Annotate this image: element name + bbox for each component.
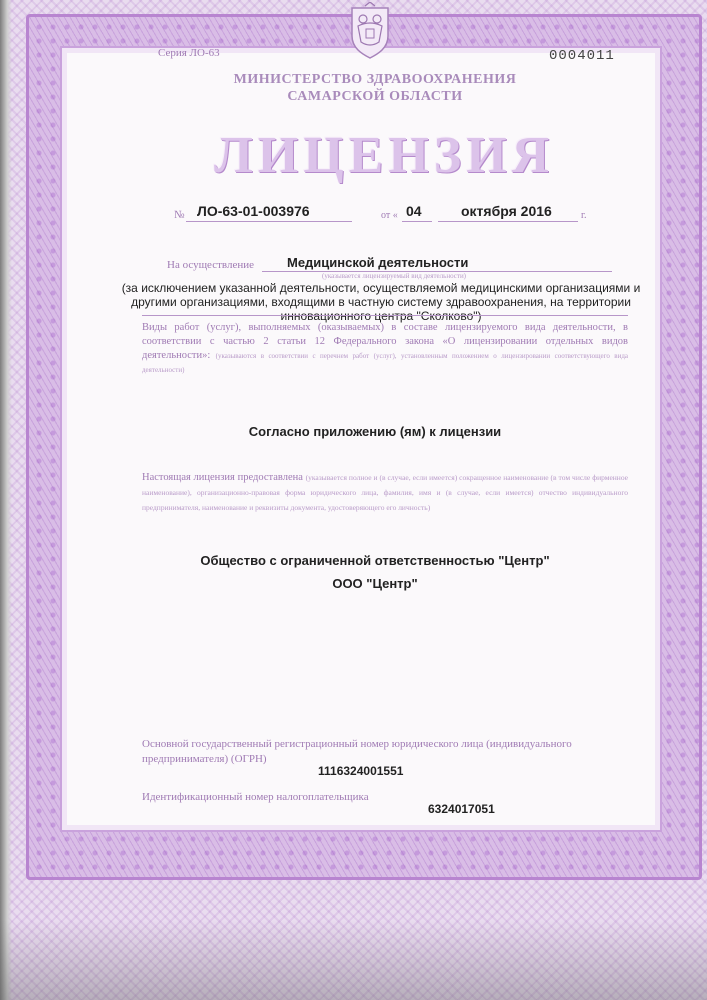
- ministry-line-1: МИНИСТЕРСТВО ЗДРАВООХРАНЕНИЯ: [233, 72, 517, 87]
- scan-shadow: [0, 0, 12, 1000]
- from-label: от «: [381, 210, 398, 221]
- day-underline: [402, 221, 432, 222]
- document-title: ЛИЦЕНЗИЯ: [214, 127, 555, 184]
- ogrn-value: 1116324001551: [318, 764, 404, 778]
- org-full-name: Общество с ограниченной ответственностью "Центр": [200, 553, 550, 568]
- license-day: 04: [406, 203, 422, 219]
- activity-hint: (указывается лицензируемый вид деятельности): [322, 272, 467, 280]
- works-text: Виды работ (услуг), выполняемых (оказываемых) в составе лицензируемого вида деятельности, в соответствии с частью 2 статьи 12 Федерального закона «О лицензировании отдельных видов деятельности»:: [142, 322, 628, 361]
- works-description: [142, 321, 628, 377]
- ogrn-label: Основной государственный регистрационный номер юридического лица (индивидуального предпринимателя) (ОГРН): [142, 738, 572, 765]
- scan-smudge: [0, 920, 707, 1000]
- activity-label: На осуществление: [167, 259, 254, 271]
- ministry-line-2: САМАРСКОЙ ОБЛАСТИ: [287, 89, 463, 104]
- inn-value: 6324017051: [428, 802, 495, 816]
- number-sign: №: [174, 209, 185, 221]
- year-suffix: г.: [581, 210, 587, 221]
- month-underline: [438, 221, 578, 222]
- license-month-year: октября 2016: [461, 203, 552, 219]
- inn-label: Идентификационный номер налогоплательщика: [142, 791, 369, 803]
- document-number: 0004011: [549, 48, 615, 64]
- works-value: Согласно приложению (ям) к лицензии: [248, 424, 502, 439]
- activity-value: Медицинской деятельности: [287, 255, 469, 270]
- coat-of-arms-icon: [346, 2, 394, 60]
- number-underline: [186, 221, 352, 222]
- granted-description: [142, 470, 628, 515]
- works-hint: (указываются в соответствии с перечнем работ (услуг), установленным положением о лицензировании соответствующего вида деятельности): [142, 352, 629, 374]
- activity-exception: (за исключением указанной деятельности, осуществляемой медицинскими организациями и другими организациями, входящими в частную систему здравоохранения, на территории инновационного центра "Сколково"): [121, 281, 641, 323]
- granted-hint: (указывается полное и (в случае, если имеется) сокращенное наименование (в том числе фирменное наименование), организационно-правовая форма юридического лица, фамилия, имя и (в случае, если имеется) отчество индивидуального предпринимателя, наименование и реквизиты документа, удостоверяющего его личность): [142, 473, 628, 512]
- license-number: ЛО-63-01-003976: [197, 203, 310, 219]
- granted-text: Настоящая лицензия предоставлена: [142, 472, 303, 483]
- series-label: Серия ЛО-63: [158, 47, 220, 59]
- exception-underline: [142, 315, 628, 316]
- org-short-name: ООО "Центр": [332, 576, 418, 591]
